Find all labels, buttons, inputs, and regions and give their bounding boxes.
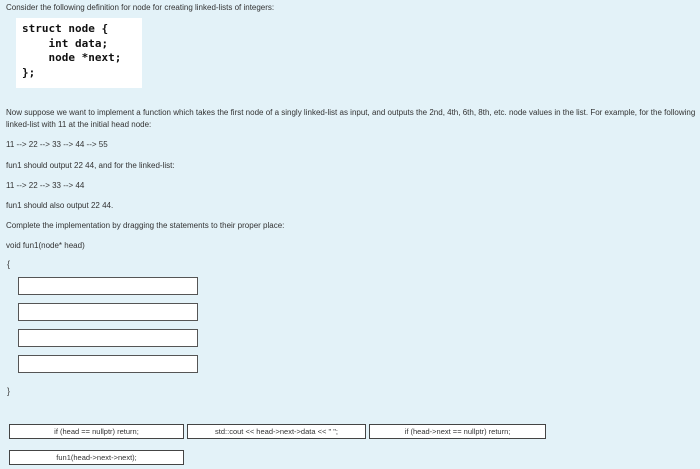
function-signature: void fun1(node* head) [6,241,85,250]
code-line: struct node { [22,22,109,35]
code-block [16,18,142,88]
code-line: node *next; [22,51,122,64]
close-brace: } [7,386,11,396]
draggable-statement-cout[interactable]: std::cout << head->next->data << " "; [187,424,366,439]
drop-zone-3[interactable] [18,329,198,347]
example-output-2: fun1 should also output 22 44. [6,201,114,210]
draggable-statement-null-check[interactable]: if (head == nullptr) return; [9,424,184,439]
example-list-2: 11 --> 22 --> 33 --> 44 [6,181,85,190]
question-description: Now suppose we want to implement a function which takes the first node of a singly linked-list as input, and outputs the 2nd, 4th, 6th, 8th, etc. node values in the list. For example, for the following linked-list with 11 at the initial head node: [6,108,696,129]
drop-zone-4[interactable] [18,355,198,373]
example-output-1: fun1 should output 22 44, and for the linked-list: [6,161,175,170]
draggable-statement-next-null-check[interactable]: if (head->next == nullptr) return; [369,424,546,439]
drop-zone-2[interactable] [18,303,198,321]
draggable-statement-recursive-call[interactable]: fun1(head->next->next); [9,450,184,465]
code-line: int data; [22,36,109,50]
question-intro: Consider the following definition for node for creating linked-lists of integers: [6,3,275,12]
code-line: }; [22,65,36,79]
open-brace: { [7,259,11,269]
instruction-text: Complete the implementation by dragging the statements to their proper place: [6,221,285,230]
drop-zone-1[interactable] [18,277,198,295]
example-list-1: 11 --> 22 --> 33 --> 44 --> 55 [6,140,108,149]
